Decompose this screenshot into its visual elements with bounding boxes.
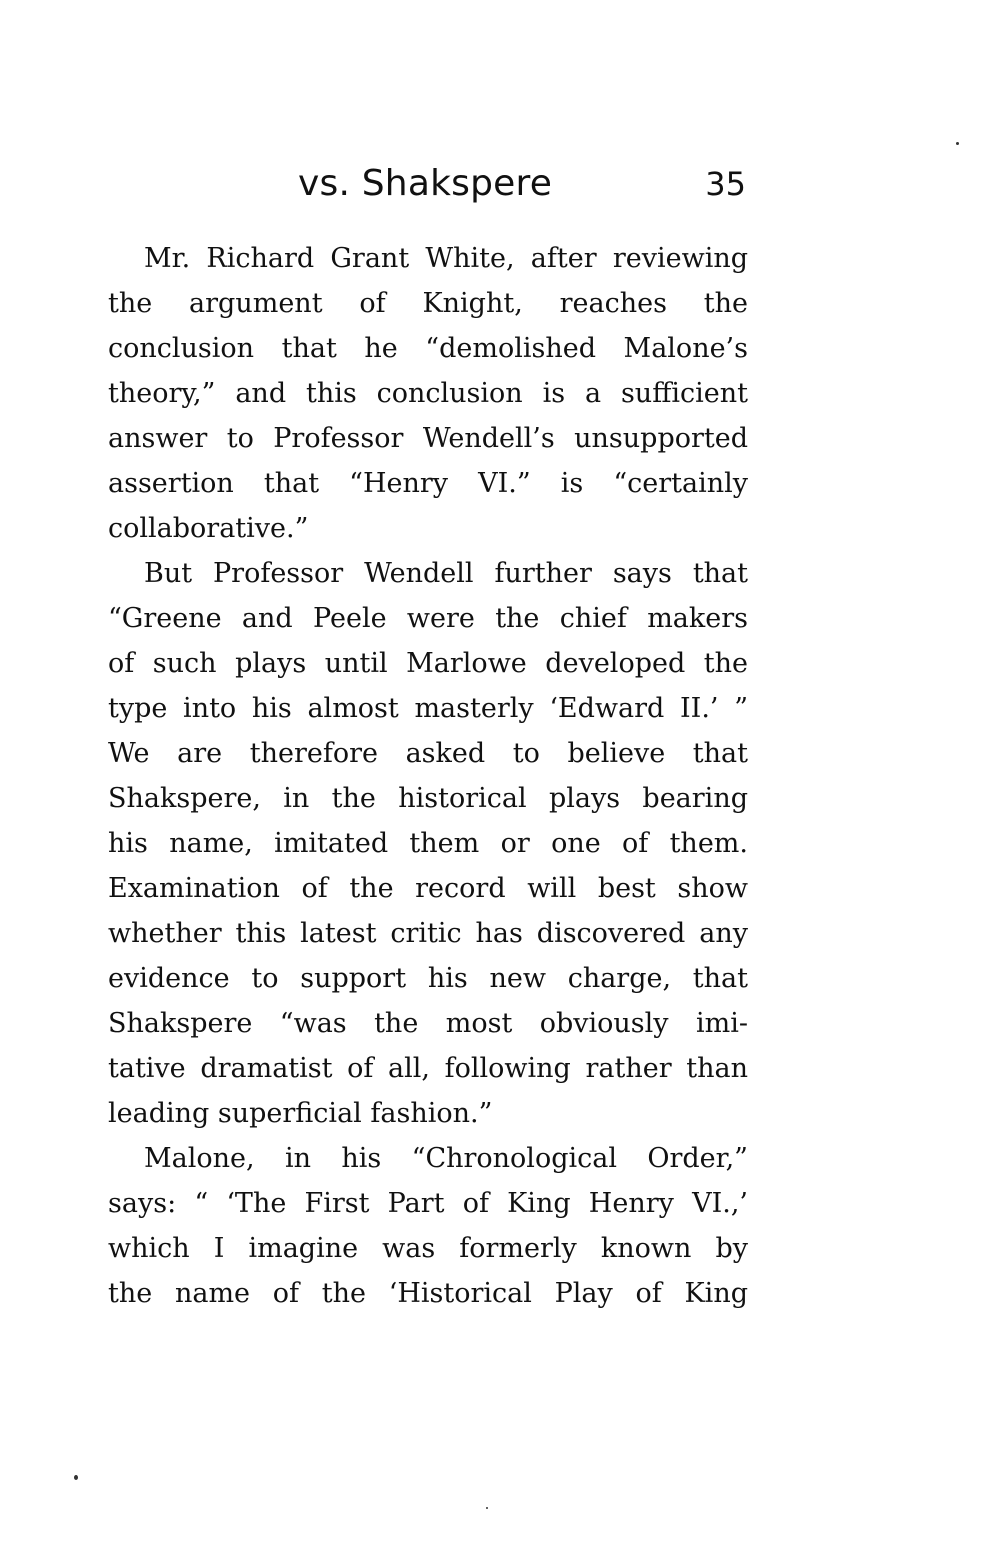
text-line: We are therefore asked to believe that: [108, 738, 748, 769]
text-line: says: “ ‘The First Part of King Henry VI.,’: [108, 1188, 748, 1219]
text-line: the argument of Knight, reaches the: [108, 288, 748, 319]
text-line: Shakspere, in the historical plays bearing: [108, 783, 748, 814]
text-line: evidence to support his new charge, that: [108, 963, 748, 994]
text-line: collaborative.”: [108, 513, 309, 544]
text-line: Malone, in his “Chronological Order,”: [144, 1143, 748, 1174]
paragraph-3: [108, 1136, 748, 1316]
text-line: conclusion that he “demolished Malone’s: [108, 333, 748, 364]
paragraph-2: [108, 551, 748, 1136]
text-line: answer to Professor Wendell’s unsupported: [108, 423, 748, 454]
text-line: But Professor Wendell further says that: [144, 558, 748, 589]
body-text: [108, 236, 748, 1316]
text-line: tative dramatist of all, following rather than: [108, 1053, 748, 1084]
text-line: his name, imitated them or one of them.: [108, 828, 748, 859]
paragraph-1: [108, 236, 748, 551]
running-head: [108, 158, 748, 210]
page-number: 35: [705, 165, 746, 203]
text-line: the name of the ‘Historical Play of King: [108, 1278, 748, 1309]
text-line: Examination of the record will best show: [108, 873, 748, 904]
scan-speck: [956, 142, 959, 145]
text-line: which I imagine was formerly known by: [108, 1233, 748, 1264]
text-line: type into his almost masterly ‘Edward II.’ ”: [108, 693, 748, 724]
text-line: leading superficial fashion.”: [108, 1098, 493, 1129]
running-title: vs. Shakspere: [298, 163, 553, 204]
text-line: “Greene and Peele were the chief makers: [108, 603, 748, 634]
text-line: assertion that “Henry VI.” is “certainly: [108, 468, 748, 499]
text-line: Shakspere “was the most obviously imi-: [108, 1008, 748, 1039]
text-line: Mr. Richard Grant White, after reviewing: [144, 243, 748, 274]
scan-speck: [486, 1507, 488, 1509]
scan-speck: [74, 1475, 78, 1480]
text-line: whether this latest critic has discovered any: [108, 918, 748, 949]
text-line: of such plays until Marlowe developed the: [108, 648, 748, 679]
text-line: theory,” and this conclusion is a sufficient: [108, 378, 748, 409]
